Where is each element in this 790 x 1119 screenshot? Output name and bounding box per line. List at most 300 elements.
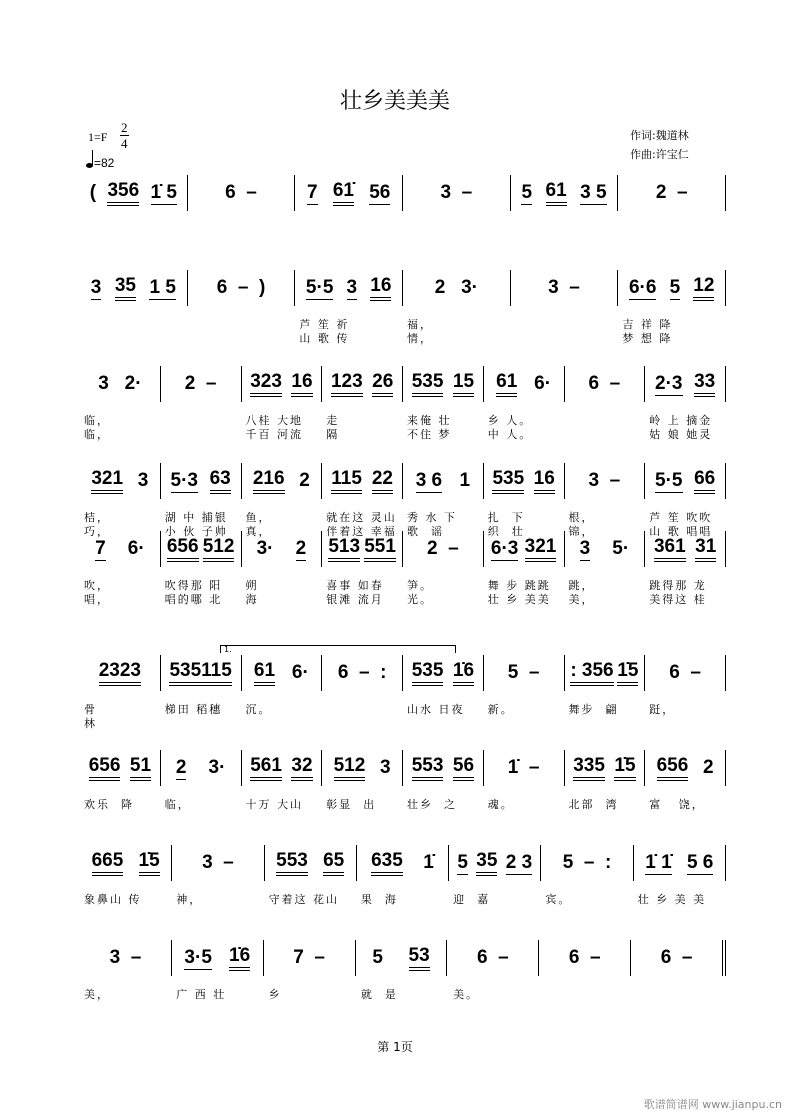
lyric-text: 壮 乡 美美: [487, 593, 551, 606]
note-group: 3 6: [415, 469, 443, 491]
note-group: 1̇ –: [507, 757, 540, 778]
note-group: 5 –: [507, 662, 540, 683]
lyric-text: [161, 414, 242, 428]
lyric-line: [80, 332, 726, 346]
note-group: 1̇5: [614, 755, 635, 781]
note-group: 2: [703, 757, 714, 778]
note-group: 6 –: [477, 947, 509, 968]
measure: [322, 366, 403, 402]
lyric-text: 芦 笙 吹吹: [649, 511, 713, 524]
staff-line: [80, 750, 726, 786]
measure: [618, 270, 726, 306]
lyric-text: 小 伙 子帅: [164, 525, 228, 538]
measure: [161, 531, 242, 567]
note-group: 7: [306, 181, 318, 203]
key-signature: 1=F: [88, 130, 108, 144]
measure: [242, 463, 323, 499]
staff-line: [80, 463, 726, 499]
music-system: [80, 531, 726, 607]
lyric-text: 笋。: [407, 579, 433, 592]
lyric-text: [322, 717, 403, 731]
lyric-text: [565, 414, 646, 428]
note-group: 2323: [99, 660, 141, 686]
lyric-line: [80, 428, 726, 442]
note-group: 32: [291, 755, 312, 781]
note-group: 665: [92, 850, 124, 876]
lyric-text: 千百 河流: [245, 428, 303, 441]
note-group: 6·: [291, 662, 309, 683]
measure: [449, 845, 541, 881]
note-group: 216: [253, 468, 285, 494]
note-group: 2 –: [184, 373, 217, 394]
lyric-text: 乡 人。: [487, 414, 533, 427]
note-group: 61: [546, 180, 567, 206]
measure: [322, 655, 403, 691]
lyric-text: 银滩 流月: [326, 593, 384, 606]
lyric-text: 乡: [268, 988, 282, 1001]
measure: [403, 366, 484, 402]
lyric-text: [541, 988, 633, 1002]
note-group: 1̇: [423, 852, 434, 873]
measure: [484, 750, 565, 786]
measure: [295, 270, 403, 306]
music-system: [80, 645, 726, 731]
note-group: 26: [372, 371, 393, 397]
lyricist: 作词:魏道林: [630, 129, 689, 142]
lyric-text: 山水 日夜: [407, 703, 465, 716]
note-group: 561: [250, 755, 282, 781]
measure: [322, 463, 403, 499]
lyric-text: 象鼻山 传: [84, 893, 142, 906]
note-group: 6 –: [588, 373, 621, 394]
lyric-text: 中 人。: [487, 428, 533, 441]
note-group: 1̇5: [139, 850, 160, 876]
music-system: [80, 463, 726, 539]
measure: [403, 655, 484, 691]
lyric-text: 骨: [84, 703, 97, 716]
lyric-text: [161, 428, 242, 442]
note-group: 51: [130, 755, 151, 781]
note-group: 335: [573, 755, 605, 781]
note-group: 3: [380, 757, 391, 778]
lyric-text: [188, 332, 296, 346]
tempo-marking: [86, 150, 114, 170]
note-group: 15: [453, 371, 474, 397]
measure: [80, 940, 172, 976]
measure: [645, 655, 726, 691]
lyric-text: 美得这 桂: [649, 593, 707, 606]
note-group: 6 –: [568, 947, 601, 968]
measure: [161, 750, 242, 786]
measure: [645, 366, 726, 402]
note-group: 1: [459, 470, 471, 491]
lyric-text: 临，: [84, 428, 110, 441]
lyric-text: 姑 娘 她灵: [649, 428, 713, 441]
note-group: 7 –: [293, 947, 325, 968]
lyric-line: [80, 703, 726, 717]
note-group: 6·6: [628, 276, 657, 298]
lyric-text: 巧，: [84, 525, 110, 538]
measure: [484, 463, 565, 499]
measure: [242, 655, 323, 691]
measure: [403, 750, 484, 786]
lyric-text: 朔: [245, 579, 259, 592]
staff-line: [80, 270, 726, 306]
measure: [161, 463, 242, 499]
note-group: 3·: [256, 538, 274, 559]
note-group: 1 5: [149, 276, 176, 298]
lyric-text: [511, 318, 619, 332]
note-group: 2 –: [427, 538, 459, 559]
note-group: 22: [372, 468, 393, 494]
lyric-text: [188, 318, 296, 332]
measure: [242, 366, 323, 402]
lyric-text: 织 壮: [487, 525, 525, 538]
note-group: 5: [372, 947, 383, 968]
lyric-text: 唱的哪 北: [164, 593, 223, 606]
note-group: 5·3: [170, 469, 198, 491]
measure: [188, 175, 296, 211]
measure: [539, 940, 631, 976]
composer: 作曲:许宝仁: [630, 148, 689, 161]
lyric-text: 迎 嘉: [453, 893, 491, 906]
lyric-line: [80, 717, 726, 731]
note-group: 2: [295, 537, 307, 559]
note-group: 323: [250, 371, 282, 397]
note-group: 123: [331, 371, 363, 397]
note-group: 31: [695, 536, 716, 562]
note-group: 635: [371, 850, 403, 876]
note-group: 3 –: [548, 277, 580, 298]
lyric-text: [161, 717, 242, 731]
lyric-text: 宾。: [545, 893, 572, 906]
measure: [541, 845, 633, 881]
music-system: [80, 270, 726, 346]
lyric-text: 鱼，: [245, 511, 272, 524]
lyric-text: 桔，: [84, 511, 110, 524]
lyric-text: 山 歌 传: [299, 332, 350, 345]
note-group: : 356: [570, 660, 613, 686]
lyric-text: 芦 笙 祈: [299, 318, 350, 331]
note-group: 553: [276, 850, 308, 876]
note-group: 6 –: [660, 947, 693, 968]
measure: [80, 845, 172, 881]
note-group: 356: [107, 180, 139, 206]
lyric-text: 八桂 大地: [245, 414, 303, 427]
measure: [565, 366, 646, 402]
measure: [242, 750, 323, 786]
note-group: 1̇ 1̇: [645, 851, 672, 873]
note-group: 2: [299, 470, 310, 491]
lyric-text: 光。: [407, 593, 433, 606]
note-group: 5·: [612, 538, 630, 559]
staff-line: [80, 845, 726, 881]
measure: [484, 531, 565, 567]
note-group: 1̇5: [617, 660, 638, 686]
lyric-text: 北部 湾: [568, 798, 619, 811]
measure: [484, 366, 565, 402]
note-group: 16: [370, 275, 391, 301]
lyric-text: [403, 717, 484, 731]
note-group: 3: [137, 470, 149, 491]
note-group: 3 2·: [98, 373, 142, 394]
note-group: 656: [89, 755, 121, 781]
music-system: [80, 845, 726, 907]
note-group: 53: [409, 945, 430, 971]
lyric-text: 唱，: [84, 593, 110, 606]
page-number: 第 1页: [377, 1040, 413, 1054]
measure: [188, 270, 296, 306]
lyric-text: 湖 中 捕银: [164, 511, 228, 524]
note-group: 5·5: [305, 276, 334, 298]
note-group: 512: [203, 536, 235, 562]
note-group: 63: [210, 468, 231, 494]
note-group: 1̇6: [229, 945, 250, 971]
note-group: 65: [323, 850, 344, 876]
note-group: 6 – ): [216, 277, 266, 298]
staff-line: [80, 175, 726, 211]
note-group: 61̇: [333, 180, 354, 206]
note-group: 1̇6: [453, 660, 474, 686]
note-group: 535: [492, 468, 524, 494]
staff-line: [80, 940, 726, 976]
measure: [565, 531, 646, 567]
measure: [645, 463, 726, 499]
measure: [511, 175, 619, 211]
measure: [265, 845, 357, 881]
lyric-text: 跹，: [649, 703, 676, 716]
note-group: 535115: [169, 660, 231, 686]
lyric-text: 跳，: [568, 579, 595, 592]
lyric-text: 欢乐 降: [84, 798, 134, 811]
measure: [80, 655, 161, 691]
lyric-text: [80, 332, 188, 346]
note-group: 656: [167, 536, 199, 562]
note-group: 56: [369, 181, 391, 203]
lyric-text: 福，: [407, 318, 434, 331]
staff-line: [80, 531, 726, 567]
lyric-text: 十万 大山: [245, 798, 303, 811]
lyric-line: [80, 414, 726, 428]
note-group: 513: [328, 536, 360, 562]
lyric-text: 广 西 壮: [176, 988, 227, 1001]
measure: [80, 531, 161, 567]
time-signature: [120, 120, 129, 151]
measure: [242, 531, 323, 567]
lyric-text: [645, 717, 726, 731]
measure: [565, 655, 646, 691]
note-group: 16: [291, 371, 312, 397]
time-bottom: 4: [121, 136, 128, 151]
lyric-text: 情，: [407, 332, 434, 345]
lyric-text: 锦，: [568, 525, 595, 538]
staff-line: [80, 655, 726, 691]
note-group: 535: [412, 660, 444, 686]
measure: [172, 940, 264, 976]
lyric-text: 来俺 壮: [407, 414, 452, 427]
quarter-note-icon: [86, 150, 94, 170]
lyric-text: [322, 703, 403, 717]
lyric-line: [80, 798, 726, 812]
note-group: 2 3·: [434, 277, 478, 298]
note-group: 6 – :: [337, 662, 387, 683]
measure: [80, 270, 188, 306]
lyric-text: 就在这 灵山: [326, 511, 397, 524]
measure: [322, 531, 403, 567]
note-group: 7: [95, 537, 106, 559]
note-group: 35: [476, 850, 497, 876]
lyric-text: 就 是: [360, 988, 398, 1001]
note-group: 512: [334, 755, 366, 781]
note-group: 56: [453, 755, 474, 781]
measure: [80, 463, 161, 499]
lyric-text: [634, 988, 726, 1002]
note-group: 2·3: [655, 372, 683, 394]
note-group: 3 –: [202, 852, 234, 873]
measure: [511, 270, 619, 306]
music-system: [80, 175, 726, 215]
note-group: 12: [693, 275, 714, 301]
lyric-text: 守着这 花山: [268, 893, 340, 906]
note-group: 5 – :: [562, 852, 612, 873]
lyric-text: 新。: [487, 703, 514, 716]
note-group: 16: [534, 468, 555, 494]
lyric-text: 魂。: [487, 798, 514, 811]
lyric-text: 走: [326, 414, 340, 427]
measure: [295, 175, 403, 211]
lyric-text: 岭 上 摘金: [649, 414, 713, 427]
note-group: 115: [331, 468, 362, 494]
measure: [403, 531, 484, 567]
note-group: 5: [457, 851, 468, 873]
lyric-text: [242, 717, 323, 731]
lyric-text: 不住 梦: [407, 428, 452, 441]
note-group: 5: [521, 181, 533, 203]
measure: [357, 845, 449, 881]
note-group: 66: [694, 468, 715, 494]
measure: [172, 845, 264, 881]
lyric-text: 林: [84, 717, 97, 730]
lyric-text: 神，: [176, 893, 203, 906]
lyric-text: 吉 祥 降: [622, 318, 673, 331]
lyric-text: 真，: [245, 525, 272, 538]
note-group: 3: [346, 276, 358, 298]
measure: [565, 463, 646, 499]
measure: [403, 463, 484, 499]
lyric-text: 吹得那 阳: [164, 579, 223, 592]
note-group: 321: [525, 536, 557, 562]
note-group: 553: [412, 755, 444, 781]
note-group: 61: [254, 660, 275, 686]
music-system: [80, 940, 726, 1002]
staff-line: [80, 366, 726, 402]
lyric-text: 临，: [84, 414, 110, 427]
lyric-text: 歌 谣: [407, 525, 444, 538]
music-system: [80, 750, 726, 812]
note-group: 321: [91, 468, 123, 494]
lyric-line: [80, 893, 726, 907]
note-group: 61: [496, 371, 517, 397]
lyric-line: [80, 318, 726, 332]
note-group: 3 –: [588, 470, 621, 491]
note-group: 33: [694, 371, 715, 397]
time-top: 2: [121, 120, 128, 135]
note-group: 6·: [534, 373, 552, 394]
note-group: 551: [364, 536, 396, 562]
watermark: 歌谱简谱网 www.jianpu.cn: [643, 1098, 782, 1111]
note-group: 5: [669, 276, 681, 298]
lyric-text: 沉。: [245, 703, 272, 716]
note-group: 35: [115, 275, 136, 301]
lyric-text: 隔: [326, 428, 340, 441]
measure: [618, 175, 726, 211]
lyric-text: 壮乡 之: [407, 798, 457, 811]
measure: [645, 531, 726, 567]
volta-bracket: 1.: [220, 645, 456, 653]
note-group: 3: [90, 276, 102, 298]
music-system: [80, 366, 726, 442]
lyric-text: 壮 乡 美 美: [637, 893, 707, 906]
note-group: 3·: [208, 757, 226, 778]
lyric-text: 伴着这 幸福: [326, 525, 397, 538]
lyric-line: [80, 511, 726, 525]
measure: [80, 750, 161, 786]
credits: [630, 126, 689, 164]
lyric-text: 扎 下: [487, 511, 525, 524]
measure: [161, 366, 242, 402]
note-group: 3 –: [109, 947, 142, 968]
lyric-text: 喜事 如春: [326, 579, 384, 592]
lyric-text: 梯田 稻穗: [164, 703, 223, 716]
note-group: 3 –: [440, 182, 473, 203]
song-title: 壮乡美美美: [339, 89, 450, 114]
note-group: 6 –: [225, 182, 257, 203]
note-group: 3 5: [580, 181, 607, 203]
measure: [645, 750, 726, 786]
lyric-text: 美，: [568, 593, 595, 606]
note-group: 6·3: [490, 537, 519, 559]
note-group: 2 3: [505, 851, 533, 873]
lyric-text: 秀 水 下: [407, 511, 457, 524]
measure: [447, 940, 539, 976]
lyric-text: 临，: [164, 798, 191, 811]
lyric-text: [565, 428, 646, 442]
lyric-text: 根，: [568, 511, 595, 524]
lyric-text: 山 歌 唱唱: [649, 525, 713, 538]
note-group: (: [89, 182, 97, 203]
tempo-value: =82: [94, 156, 115, 170]
note-group: 6 –: [669, 662, 701, 683]
note-group: 535: [412, 371, 444, 397]
measure: [565, 750, 646, 786]
note-group: 3: [579, 537, 591, 559]
lyric-text: [565, 717, 646, 731]
note-group: 1̇ 5: [150, 181, 177, 203]
lyric-text: 吹，: [84, 579, 110, 592]
lyric-text: 果 海: [360, 893, 398, 906]
note-group: 656: [657, 755, 689, 781]
lyric-text: 舞 步 跳跳: [487, 579, 551, 592]
measure: [403, 270, 511, 306]
note-group: 361: [654, 536, 686, 562]
lyric-text: 梦 想 降: [622, 332, 673, 345]
measure: [484, 655, 565, 691]
measure: [161, 655, 242, 691]
measure: [356, 940, 448, 976]
note-group: 2 –: [655, 182, 688, 203]
measure: [403, 175, 511, 211]
measure: [80, 366, 161, 402]
